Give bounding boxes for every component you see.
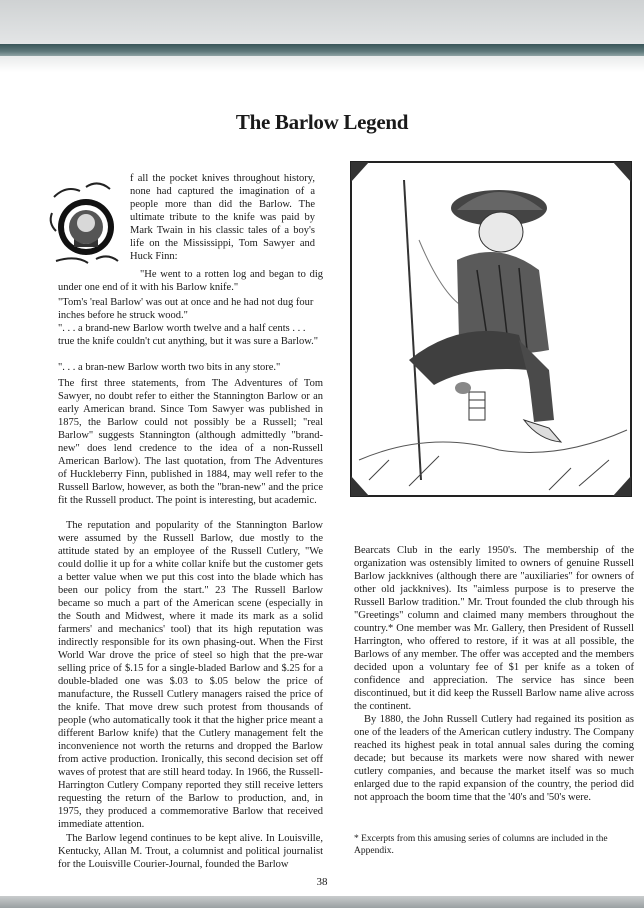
- right-paragraph-1: Bearcats Club in the early 1950's. The membership of the organization was ostensibly limited to owners of genuine Russell Barlow jackknives (although there are "auxiliaries" for owners of other old jackknives). Its "aimless purpose is to preserve the Russell Barlow tradition." Mr. Trout founded the club through his "Greetings" column and claimed many members throughout the country.* One member was Mr. Gallery, then President of Russell Harrington, who offered to restore, if it was at all possible, the Barlows of any member. The offer was accepted and the members decided upon a voluntary fee of $1 per knife as a token of confidence and appreciation. The service has since been discontinued, but it did keep the Russell Barlow name alive across the continent.: [354, 545, 634, 712]
- twain-quote-1: "He went to a rotten log and began to dig under one end of it with his Barlow knife.": [58, 269, 323, 293]
- scanner-top-band: [0, 0, 644, 44]
- drop-cap-letter: O: [83, 265, 89, 271]
- page-number: 38: [316, 876, 328, 888]
- left-paragraph-2: The reputation and popularity of the Stannington Barlow were assumed by the Russell Barlow, due mostly to the attitude stated by an employee of the Russell Cutlery, "We could dollie it up for a white collar knife but the customer gets a better value when we put this cost into the blade which has been our policy from the start." 23 The Russell Barlow became so much a part of the American scene (especially in the South and Midwest, where it made its mark as a solid farmers' and mechanics' tool) that its high reputation was indirectly responsible for its own phasing-out. When the First World War drove the price of steel so high that the pre-war selling price of $.15 for a single-bladed Barlow and $.25 for a double-bladed one was $.03 to $.05 below the price of manufacture, the Russell Cutlery managers raised the price of the knife. That move drew such protest from thousands of people (who automatically took it that the higher price meant a different Barlow knife) that the Cutlery management felt the inconvenience not worth the returns and dropped the Barlow from active production. Ironically, this second decision set off waves of protest that are still heard today. In 1966, the Russell-Harrington Cutlery Company reported they still receive letters requesting the return of the Barlow to production, and, in 1975, they produced a commemorative Barlow that received immediate attention.: [58, 520, 323, 830]
- right-paragraph-2: By 1880, the John Russell Cutlery had regained its position as one of the leaders of the American cutlery industry. The Company reached its highest peak in total annual sales during the coming decade; but because its markets were now shared with newer cutlery companies, and because the market itself was so much enlarged due to the rapid expansion of the country, the period did not approach the boom time that the '40's and '50's were.: [354, 714, 634, 803]
- boy-fishing-illustration: [349, 160, 633, 498]
- left-paragraph-1: The first three statements, from The Adventures of Tom Sawyer, no doubt refer to either the Stannington Barlow or an early American brand. Since Tom Sawyer was published in 1875, the Barlow could not possibly be a Russell; "real Barlow" suggests Stannington (although admittedly "brand-new" does lend credence to the idea of a non-Russell American Barlow). The last quotation, from The Adventures of Huckleberry Finn, published in 1884, may well refer to the Russell Barlow, however, as both the "bran-new" and the price fit the Russell product. The point is interesting, but academic.: [58, 378, 323, 506]
- twain-quote-3: ". . . a brand-new Barlow worth twelve and a half cents . . . true the knife couldn't cut anything, but it was sure a Barlow.": [58, 323, 319, 347]
- twain-quote-2: "Tom's 'real Barlow' was out at once and he had not dug four inches before he struck wood.": [58, 297, 314, 321]
- page-shade: [0, 56, 644, 72]
- scanner-bottom-band: [0, 896, 644, 908]
- page-top-rule: [0, 44, 644, 56]
- footnote: * Excerpts from this amusing series of columns are included in the Appendix.: [354, 834, 608, 856]
- page-title: The Barlow Legend: [235, 110, 409, 135]
- twain-quote-4: ". . . a bran-new Barlow worth two bits in any store.": [58, 362, 281, 373]
- left-paragraph-3: The Barlow legend continues to be kept alive. In Louisville, Kentucky, Allan M. Trout, a columnist and political journalist for the Louisville Courier-Journal, founded the Barlow: [58, 833, 323, 870]
- intro-paragraph: f all the pocket knives throughout history, none had captured the imagination of a people more than did the Barlow. The ultimate tribute to the knife was paid by Mark Twain in his classic tales of a boy's life on the Mississippi, Tom Sawyer and Huck Finn:: [130, 173, 315, 262]
- drop-cap-ornament: [46, 177, 124, 271]
